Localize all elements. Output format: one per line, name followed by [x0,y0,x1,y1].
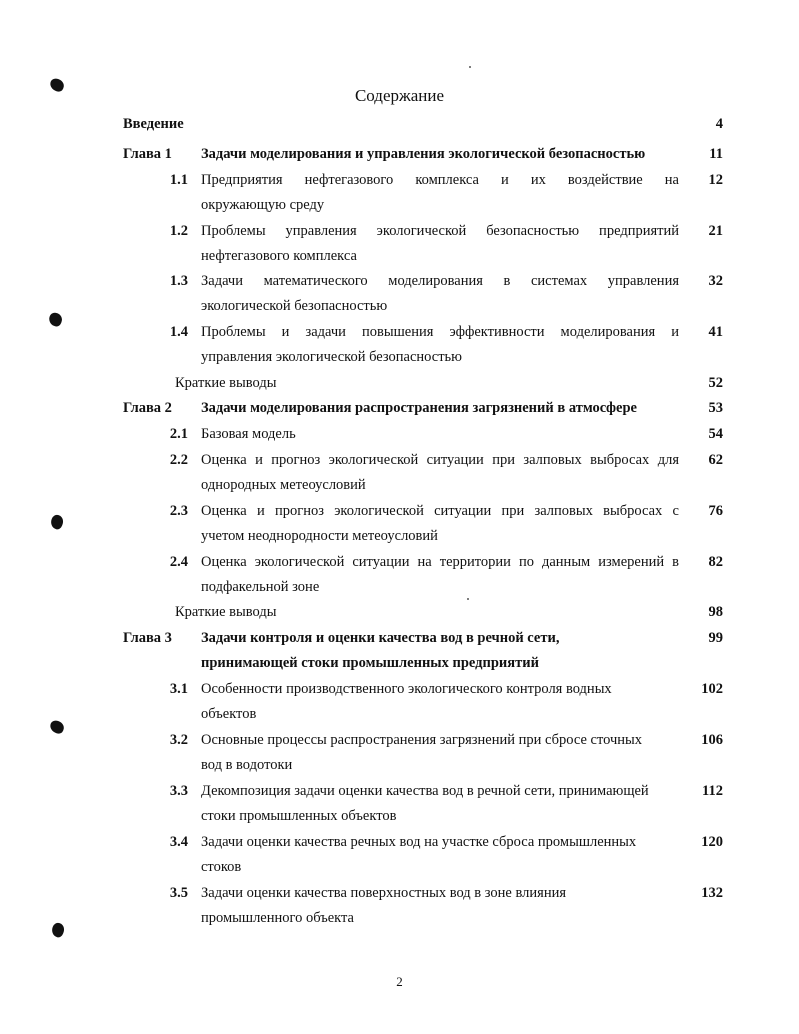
toc-section-1-1-cont [0,195,799,215]
toc-summary-1 [0,373,799,393]
toc-section-2-3 [0,501,799,521]
chapter-3-title-line2: принимающей стоки промышленных предприятий [201,655,539,671]
section-2-4-number: 2.4 [169,554,188,570]
toc-section-2-2-cont [0,475,799,495]
section-3-3-page: 112 [702,783,723,799]
section-2-2-title-line1: Оценка и прогноз экологической ситуации при залповых выбросах для [201,452,679,468]
section-3-3-title-line1: Декомпозиция задачи оценки качества вод в речной сети, принимающей [201,783,649,799]
summary-1-label: Краткие выводы [175,375,277,391]
section-2-2-page: 62 [708,452,723,468]
section-3-2-title-line1: Основные процессы распространения загрязнений при сбросе сточных [201,732,643,748]
toc-section-2-2 [0,450,799,470]
section-3-2-title-line2: вод в водотоки [201,757,293,773]
section-3-3-number: 3.3 [169,783,188,799]
section-1-1-page: 12 [708,172,723,188]
scan-speck [467,598,469,600]
section-3-5-number: 3.5 [169,885,188,901]
toc-section-2-1 [0,424,799,444]
section-3-1-number: 3.1 [169,681,188,697]
summary-2-label: Краткие выводы [175,604,277,620]
section-3-1-page: 102 [701,681,723,697]
section-3-2-number: 3.2 [169,732,188,748]
section-3-4-number: 3.4 [169,834,188,850]
page-number: 2 [396,974,403,989]
section-1-3-title-line1: Задачи математического моделирования в системах управления [201,273,679,289]
section-3-4-page: 120 [701,834,723,850]
toc-chapter-3 [0,628,799,648]
toc-section-2-4-cont [0,577,799,597]
toc-section-1-2 [0,221,799,241]
toc-chapter-1 [0,144,799,164]
chapter-1-title: Задачи моделирования и управления экологической безопасностью [201,146,646,162]
section-1-2-page: 21 [708,223,723,239]
summary-1-page: 52 [708,375,723,391]
toc-section-3-4 [0,832,799,852]
toc-entry-intro [0,114,799,134]
toc-section-2-4 [0,552,799,572]
section-2-4-page: 82 [708,554,723,570]
toc-summary-2 [0,602,799,622]
toc-section-1-4 [0,322,799,342]
toc-chapter-3-cont [0,653,799,673]
chapter-3-title-line1: Задачи контроля и оценки качества вод в речной сети, [201,630,560,646]
section-3-1-title-line1: Особенности производственного экологического контроля водных [201,681,612,697]
section-3-4-title-line1: Задачи оценки качества речных вод на участке сброса промышленных [201,834,637,850]
section-1-2-title-line1: Проблемы управления экологической безопасностью предприятий [201,223,679,239]
page-title: Содержание [354,86,445,105]
intro-label: Введение [123,116,184,132]
toc-section-3-5-cont [0,908,799,928]
toc-section-1-3-cont [0,296,799,316]
toc-section-1-4-cont [0,347,799,367]
section-1-3-title-line2: экологической безопасностью [201,298,388,314]
chapter-1-page: 11 [709,146,723,162]
section-2-2-number: 2.2 [169,452,188,468]
section-1-3-page: 32 [708,273,723,289]
toc-section-1-3 [0,271,799,291]
intro-page: 4 [715,116,723,132]
section-3-2-page: 106 [701,732,723,748]
toc-section-1-2-cont [0,246,799,266]
section-1-4-page: 41 [708,324,723,340]
toc-section-3-2-cont [0,755,799,775]
section-1-4-title-line1: Проблемы и задачи повышения эффективности моделирования и [201,324,679,340]
section-1-4-title-line2: управления экологической безопасностью [201,349,462,365]
chapter-2-page: 53 [708,400,723,416]
toc-section-3-4-cont [0,857,799,877]
toc-section-3-3-cont [0,806,799,826]
section-2-1-page: 54 [708,426,723,442]
section-1-4-number: 1.4 [169,324,188,340]
section-3-1-title-line2: объектов [201,706,257,722]
toc-section-1-1 [0,170,799,190]
section-3-5-title-line1: Задачи оценки качества поверхностных вод в зоне влияния [201,885,567,901]
toc-section-2-3-cont [0,526,799,546]
section-1-3-number: 1.3 [169,273,188,289]
section-2-4-title-line2: подфакельной зоне [201,579,320,595]
section-2-2-title-line2: однородных метеоусловий [201,477,366,493]
toc-section-3-1-cont [0,704,799,724]
toc-chapter-2 [0,398,799,418]
section-2-3-title-line1: Оценка и прогноз экологической ситуации при залповых выбросах с [201,503,679,519]
toc-section-3-5 [0,883,799,903]
chapter-3-label: Глава 3 [123,630,172,646]
section-1-1-title-line1: Предприятия нефтегазового комплекса и их воздействие на [201,172,679,188]
toc-section-3-1 [0,679,799,699]
section-2-3-title-line2: учетом неоднородности метеоусловий [201,528,438,544]
scan-speck [469,66,471,68]
toc-section-3-2 [0,730,799,750]
summary-2-page: 98 [708,604,723,620]
section-3-4-title-line2: стоков [201,859,242,875]
chapter-3-page: 99 [708,630,723,646]
section-3-3-title-line2: стоки промышленных объектов [201,808,397,824]
section-3-5-title-line2: промышленного объекта [201,910,354,926]
section-1-2-number: 1.2 [169,223,188,239]
toc-section-3-3 [0,781,799,801]
section-2-1-title-line1: Базовая модель [201,426,296,442]
section-2-4-title-line1: Оценка экологической ситуации на территории по данным измерений в [201,554,679,570]
chapter-2-title: Задачи моделирования распространения загрязнений в атмосфере [201,400,637,416]
section-1-1-number: 1.1 [169,172,188,188]
chapter-1-label: Глава 1 [123,146,172,162]
section-3-5-page: 132 [701,885,723,901]
section-1-1-title-line2: окружающую среду [201,197,325,213]
section-1-2-title-line2: нефтегазового комплекса [201,248,357,264]
section-2-3-number: 2.3 [169,503,188,519]
chapter-2-label: Глава 2 [123,400,172,416]
section-2-1-number: 2.1 [169,426,188,442]
section-2-3-page: 76 [708,503,723,519]
